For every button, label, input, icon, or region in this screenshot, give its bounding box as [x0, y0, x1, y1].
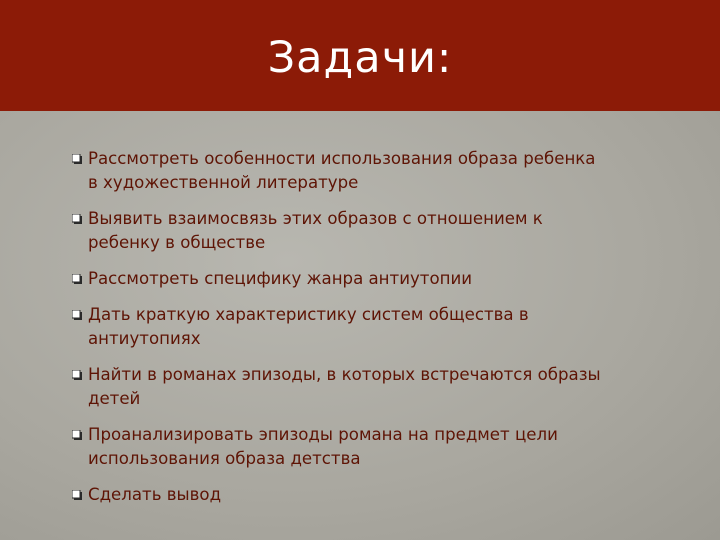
bullet-text: Рассмотреть особенности использования образа ребенка в художественной литературе	[88, 149, 596, 192]
bullet-text: Выявить взаимосвязь этих образов с отношением к ребенку в обществе	[88, 209, 543, 252]
checkbox-square-icon	[72, 490, 82, 500]
bullet-text: Найти в романах эпизоды, в которых встречаются образы детей	[88, 365, 601, 408]
checkbox-square-icon	[72, 154, 82, 164]
bullet-text: Проанализировать эпизоды романа на предмет цели использования образа детства	[88, 425, 558, 468]
checkbox-square-icon	[72, 370, 82, 380]
bullet-list	[72, 147, 692, 519]
bullet-text: Сделать вывод	[88, 485, 222, 504]
bullet-text: Дать краткую характеристику систем общества в антиутопиях	[88, 305, 529, 348]
bullet-item	[72, 303, 692, 351]
bullet-item	[72, 423, 692, 471]
bullet-text: Рассмотреть специфику жанра антиутопии	[88, 269, 473, 288]
bullet-item	[72, 147, 692, 195]
bullet-item	[72, 363, 692, 411]
checkbox-square-icon	[72, 310, 82, 320]
checkbox-square-icon	[72, 214, 82, 224]
slide-title: Задачи:	[267, 33, 453, 83]
bullet-item	[72, 207, 692, 255]
bullet-item	[72, 267, 692, 291]
title-bar	[0, 0, 720, 111]
checkbox-square-icon	[72, 430, 82, 440]
checkbox-square-icon	[72, 274, 82, 284]
bullet-item	[72, 483, 692, 507]
